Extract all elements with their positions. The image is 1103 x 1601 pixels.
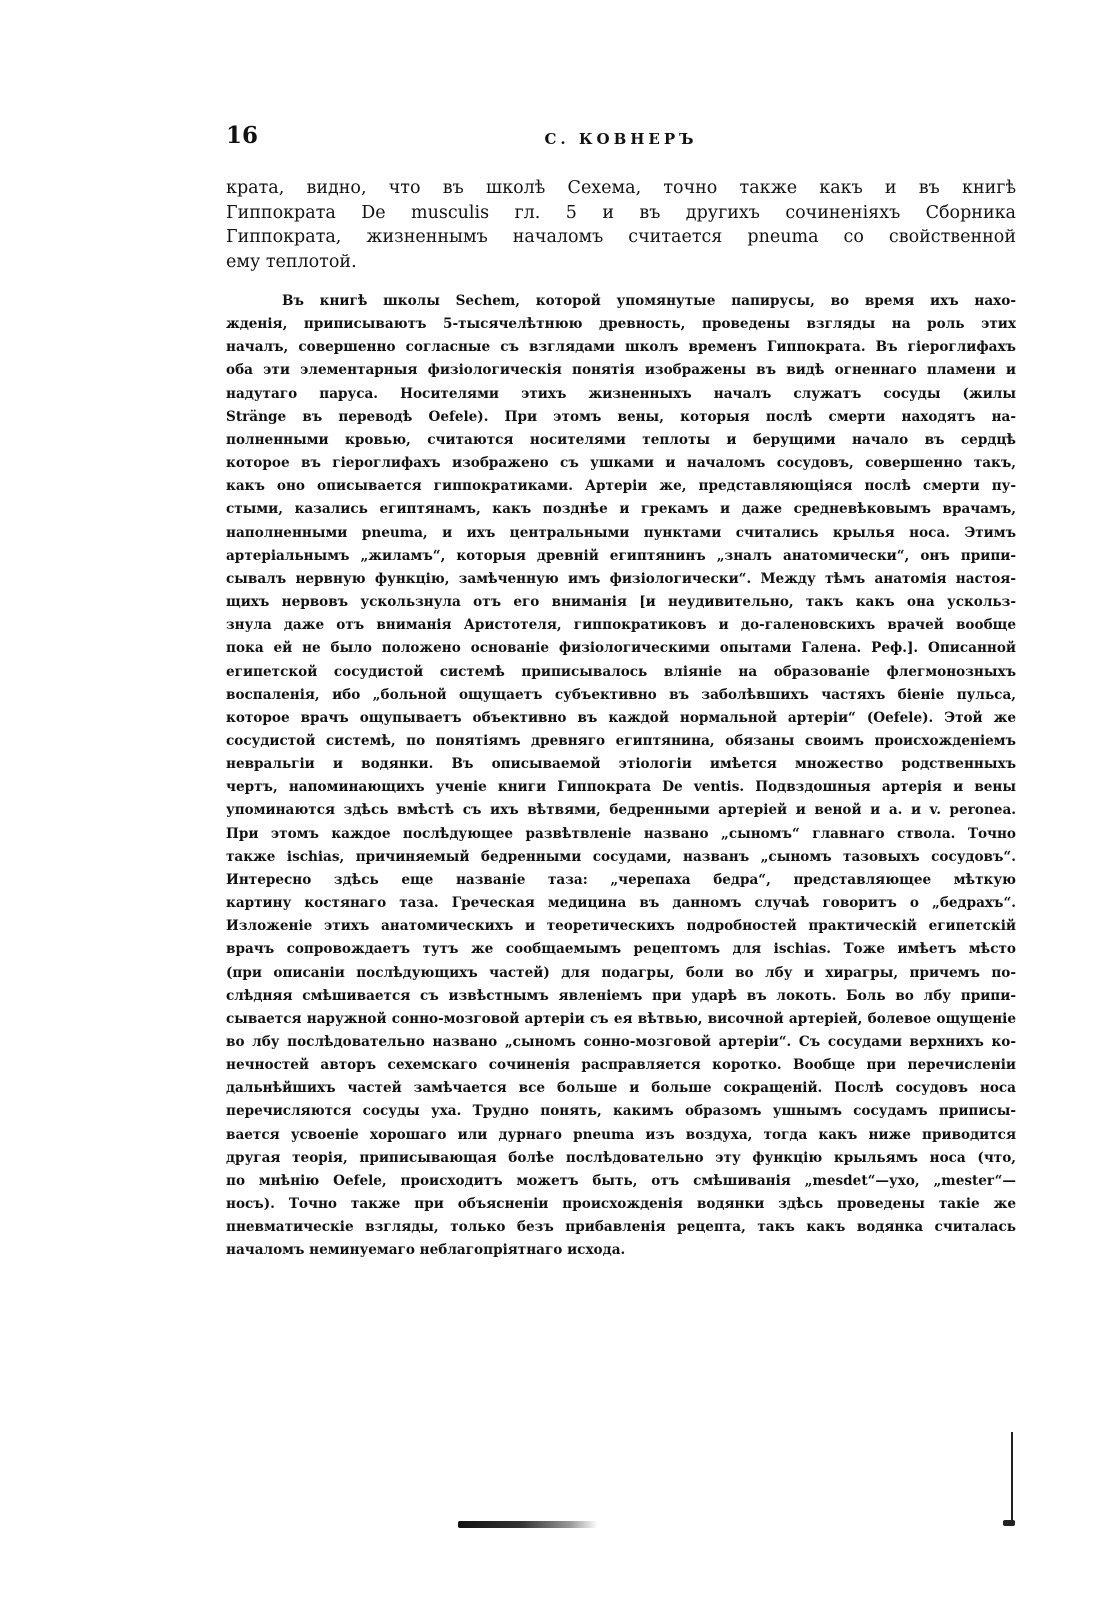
body-line: сывается наружной сонно-мозговой артеріи съ ея вѣтвью, височной артеріей, болевое ощущеніе	[226, 1010, 1016, 1027]
body-line: артеріальнымъ „жиламъ“, которыя древній египтянинъ „зналъ анатомически“, онъ припи-	[226, 547, 1016, 564]
running-head: С. КОВНЕРЪ	[544, 130, 698, 148]
body-line: Stränge въ переводѣ Oefele). При этомъ вены, которыя послѣ смерти находятъ на-	[226, 408, 1016, 425]
body-line: Въ книгѣ школы Sechem, которой упомянутые папирусы, во время ихъ нахо-	[282, 293, 1016, 309]
body-line: сосудистой системѣ, по понятіямъ древняго египтянина, обязаны своимъ происхожденіемъ	[226, 732, 1016, 749]
body-line: стыми, казались египтянамъ, какъ позднѣе и грекамъ и даже средневѣковымъ врачамъ,	[226, 501, 1016, 518]
body-line: вается усвоеніе хорошаго или дурнаго pneuma изъ воздуха, тогда какъ ниже приводится	[226, 1126, 1016, 1143]
body-line: перечисляются сосуды уха. Трудно понять, какимъ образомъ ушнымъ сосудамъ приписы-	[226, 1103, 1016, 1120]
body-line: невральгіи и водянки. Въ описываемой этіологіи имѣется множество родственныхъ	[226, 756, 1016, 773]
body-line: какъ оно описывается гиппократиками. Артеріи же, представляющіяся послѣ смерти пу-	[226, 478, 1016, 495]
scan-edge-mark	[1011, 1432, 1013, 1522]
body-line: упоминаются здѣсь вмѣстѣ съ ихъ вѣтвями, бедренными артеріей и веной и a. и v. peronea.	[226, 802, 1016, 819]
body-line: которое врачъ ощупываетъ объективно въ каждой нормальной артеріи“ (Oefele). Этой же	[226, 709, 1016, 726]
body-line: также ischias, причиняемый бедренными сосудами, названъ „сыномъ тазовыхъ сосудовъ“.	[226, 848, 1016, 865]
body-line: египетской сосудистой системѣ приписывалось вліяніе на образованіе флегмонозныхъ	[226, 663, 1016, 680]
body-line: дальнѣйшихъ частей замѣчается все больше и больше сокращеній. Послѣ сосудовъ носа	[226, 1080, 1016, 1097]
body-line: слѣдняя смѣшивается съ извѣстнымъ явленіемъ при ударѣ въ локоть. Боль во лбу припи-	[226, 987, 1016, 1004]
body-paragraph	[226, 290, 1016, 1263]
page-header	[226, 122, 1016, 152]
body-line: наполненными pneuma, и ихъ центральными пунктами считались крылья носа. Этимъ	[226, 524, 1016, 541]
body-line: другая теорія, приписывающая болѣе послѣдовательно эту функцію крыльямъ носа (что,	[226, 1149, 1016, 1166]
scan-dot	[1003, 1520, 1015, 1526]
intro-paragraph	[226, 176, 1016, 274]
intro-line: Гиппократа De musculis гл. 5 и въ другихъ сочиненіяхъ Сборника	[226, 202, 1016, 223]
body-line: жденія, приписываютъ 5-тысячелѣтнюю древность, проведены взгляды на роль этих	[226, 316, 1016, 333]
body-line: чертъ, напоминающихъ ученіе книги Гиппократа De ventis. Подвздошныя артерія и вены	[226, 779, 1016, 796]
body-line: сывалъ нервную функцію, замѣченную имъ физіологически“. Между тѣмъ анатомія настоя-	[226, 570, 1016, 587]
body-line: При этомъ каждое послѣдующее развѣтвленіе названо „сыномъ“ главнаго ствола. Точно	[226, 825, 1016, 842]
page-number: 16	[226, 122, 259, 149]
body-line: надутаго паруса. Носителями этихъ жизненныхъ началъ служатъ сосуды (жилы	[226, 385, 1016, 402]
intro-line: ему теплотой.	[226, 251, 357, 272]
body-line: пока ей не было положено основаніе физіологическими опытами Галена. Реф.]. Описанной	[226, 640, 1016, 657]
intro-line: крата, видно, что въ школѣ Сехема, точно также какъ и въ книгѣ	[226, 178, 1016, 198]
intro-line: Гиппократа, жизненнымъ началомъ считается pneuma со свойственной	[226, 227, 1016, 247]
body-line: воспаленія, ибо „больной ощущаетъ субъективно въ заболѣвшихъ частяхъ біеніе пульса,	[226, 686, 1016, 703]
body-line: щихъ нервовъ ускользнула отъ его вниманія [и неудивительно, такъ какъ она ускольз-	[226, 594, 1016, 611]
body-line: Интересно здѣсь еще названіе таза: „черепаха бедра“, представляющее мѣткую	[226, 871, 1016, 888]
body-line: которое въ гіероглифахъ изображено съ ушками и началомъ сосудовъ, совершенно такъ,	[226, 455, 1016, 472]
body-line: врачъ сопровождаетъ тутъ же сообщаемымъ рецептомъ для ischias. Тоже имѣетъ мѣсто	[226, 941, 1016, 958]
body-line: началъ, совершенно согласные съ взглядами школъ временъ Гиппократа. Въ гіероглифахъ	[226, 339, 1016, 356]
body-line: полненными кровью, считаются носителями теплоты и берущими начало въ сердцѣ	[226, 431, 1016, 448]
scan-smudge	[458, 1521, 598, 1528]
body-line: началомъ неминуемаго неблагопріятнаго исхода.	[226, 1242, 626, 1259]
body-line: пневматическіе взгляды, только безъ прибавленія рецепта, такъ какъ водянка считалась	[226, 1219, 1016, 1236]
body-line: знула даже отъ вниманія Аристотеля, гиппократиковъ и до-галеновскихъ врачей вообще	[226, 617, 1016, 634]
body-line: оба эти элементарныя физіологическія понятія изображены въ видѣ огненнаго пламени и	[226, 362, 1016, 379]
body-line: (при описаніи послѣдующихъ частей) для подагры, боли во лбу и хирагры, причемъ по-	[226, 964, 1016, 981]
body-line: во лбу послѣдовательно названо „сыномъ сонно-мозговой артеріи“. Съ сосудами верхнихъ ко-	[226, 1034, 1016, 1050]
body-line: нечностей авторъ сехемскаго сочиненія расправляется коротко. Вообще при перечисленіи	[226, 1057, 1016, 1074]
body-line: картину костянаго таза. Греческая медицина въ данномъ случаѣ говоритъ о „бедрахъ“.	[226, 895, 1016, 912]
body-line: носъ). Точно также при объясненіи происхожденія водянки здѣсь проведены такіе же	[226, 1196, 1016, 1213]
body-line: Изложеніе этихъ анатомическихъ и теоретическихъ подробностей практическій египетскій	[226, 918, 1016, 935]
body-line: по мнѣнію Oefele, происходитъ можетъ быть, отъ смѣшиванія „mesdet“—ухо, „mester“—	[226, 1172, 1016, 1189]
